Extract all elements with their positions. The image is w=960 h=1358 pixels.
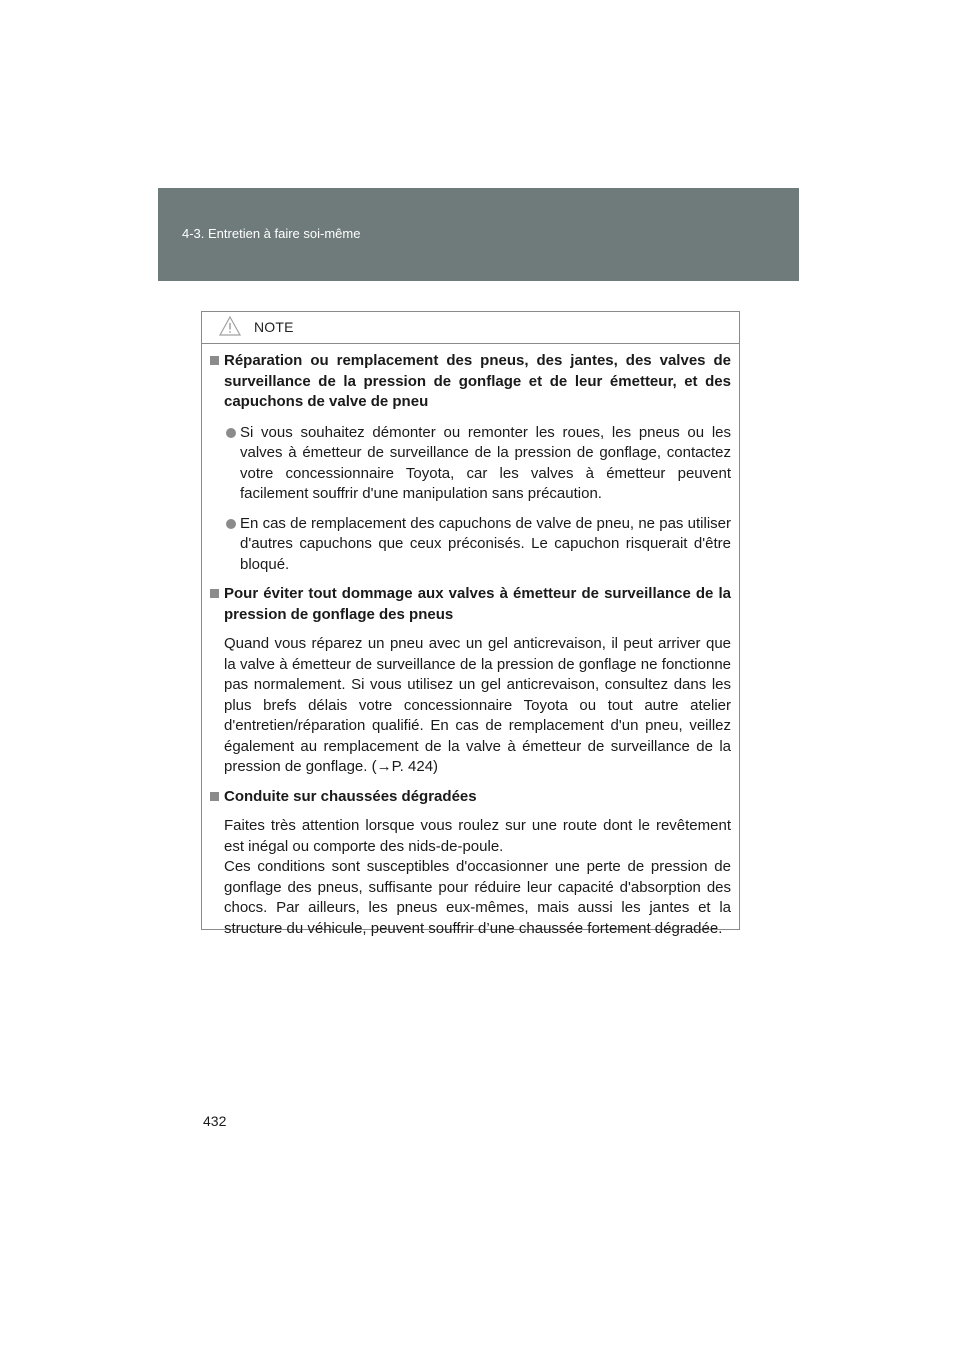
section-heading: Pour éviter tout dommage aux valves à émetteur de surveillance de la pression de gonflage des pneus <box>202 584 739 625</box>
section-heading: Réparation ou remplacement des pneus, des jantes, des valves de surveillance de la pression de gonflage et de leur émetteur, et des capuchons de valve de pneu <box>202 351 739 413</box>
section-heading: Conduite sur chaussées dégradées <box>202 787 739 808</box>
paragraph: Ces conditions sont susceptibles d'occasionner une perte de pression de gonflage des pneus, suffisante pour réduire leur capacité d'absorption des chocs. Par ailleurs, les pneus eux-mêmes, mais aussi les jantes et la structure du véhicule, peuvent souffrir d’une chaussée fortement dégradée. <box>224 858 731 937</box>
note-box <box>201 311 740 937</box>
square-bullet-icon <box>210 792 219 801</box>
square-bullet-icon <box>210 589 219 598</box>
paragraph: Quand vous réparez un pneu avec un gel anticrevaison, il peut arriver que la valve à émetteur de surveillance de la pression de gonflage ne fonctionne pas normalement. Si vous utilisez un gel anticrevaison, consultez dans les plus brefs délais votre concessionnaire Toyota ou tout autre atelier d'entretien/réparation qualifié. En cas de remplacement d'un pneu, veillez également au remplacement de la valve à émetteur de surveillance de la pression de gonflage. (→P. 424) <box>224 635 731 775</box>
section-title: 4-3. Entretien à faire soi-même <box>182 226 361 241</box>
note-header <box>202 312 739 344</box>
page-number: 432 <box>203 1113 227 1129</box>
warning-triangle-icon <box>219 316 241 336</box>
note-label: NOTE <box>254 319 294 335</box>
circle-bullet-icon <box>226 519 236 529</box>
note-body <box>202 343 739 939</box>
square-bullet-icon <box>210 356 219 365</box>
paragraph: Faites très attention lorsque vous roulez sur une route dont le revêtement est inégal ou comporte des nids-de-poule. <box>224 817 731 855</box>
circle-bullet-icon <box>226 428 236 438</box>
header-band <box>158 188 799 281</box>
list-item: En cas de remplacement des capuchons de valve de pneu, ne pas utiliser d'autres capuchons que ceux préconisés. Le capuchon risquerait d'être bloqué. <box>202 514 739 576</box>
list-item: Si vous souhaitez démonter ou remonter les roues, les pneus ou les valves à émetteur de surveillance de la pression de gonflage, contactez votre concessionnaire Toyota, car les valves à émetteur peuvent facilement souffrir d'une manipulation sans précaution. <box>202 423 739 505</box>
